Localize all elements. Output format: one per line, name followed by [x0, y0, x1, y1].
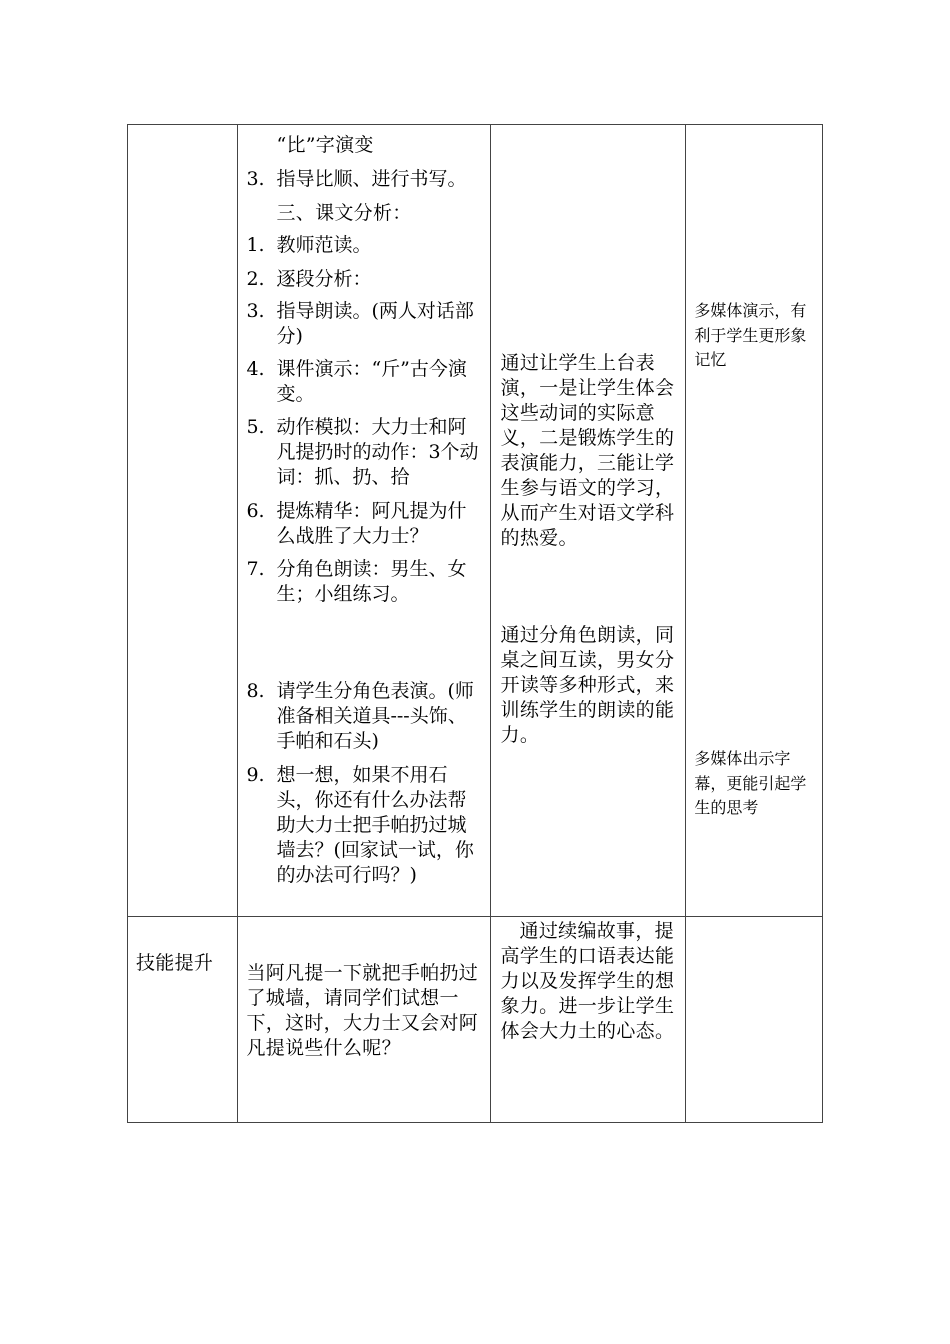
lesson-plan-table: [127, 124, 823, 1123]
activity-text: 当阿凡提一下就把手帕扔过了城墙，请同学们试想一下，这时，大力士又会对阿凡提说些什么呢？: [246, 962, 479, 1059]
stage-label: 技能提升: [136, 952, 214, 974]
table-row: [128, 125, 823, 917]
table-row: [128, 917, 823, 1123]
purpose-cell: [490, 125, 686, 917]
section-title: 三、课文分析：: [276, 202, 412, 224]
steps-cell: [238, 917, 490, 1123]
stage-cell-empty: [128, 125, 238, 917]
media-note: 多媒体出示字幕，更能引起学生的思考: [694, 749, 807, 817]
purpose-text: 通过让学生上台表演，一是让学生体会这些动词的实际意义，二是锻炼学生的表演能力，三能让学生参与语文的学习，从而产生对语文学科的热爱。: [500, 352, 675, 549]
purpose-text: 通过分角色朗读，同桌之间互读，男女分开读等多种形式，来训练学生的朗读的能力。: [500, 624, 675, 746]
media-cell: [686, 917, 823, 1123]
purpose-cell: [490, 917, 686, 1123]
steps-cell: “比”字演变 3. 指导比顺、进行书写。 三、课文分析： 1. 教师范读。 2. 逐段分析： 3. 指导朗读。(两人对话部分) 4. 课件演示：“斤”古今演变。 5. 动作模拟：大力士和阿凡提扔时的动作：3个动词：抓、扔、拾 6. 提炼精华：阿凡提为什么战胜了大力士？ 7. 分角色朗读：男生、女生；小组练习。 8. 请学生分角色表演。(师准备相关道具---头饰、手帕和石头) 9. 想一想，如果不用石头，你还有什么办法帮助大力士把手帕扔过城墙去？(回家试一试，你的办法可行吗？): [238, 125, 490, 917]
media-note: 多媒体演示，有利于学生更形象记忆: [694, 301, 807, 369]
media-cell: [686, 125, 823, 917]
stage-cell: [128, 917, 238, 1123]
intro-line: “比”字演变: [276, 134, 374, 156]
purpose-text: 通过续编故事，提高学生的口语表达能力以及发挥学生的想象力。进一步让学生体会大力土的心态。: [500, 920, 675, 1042]
